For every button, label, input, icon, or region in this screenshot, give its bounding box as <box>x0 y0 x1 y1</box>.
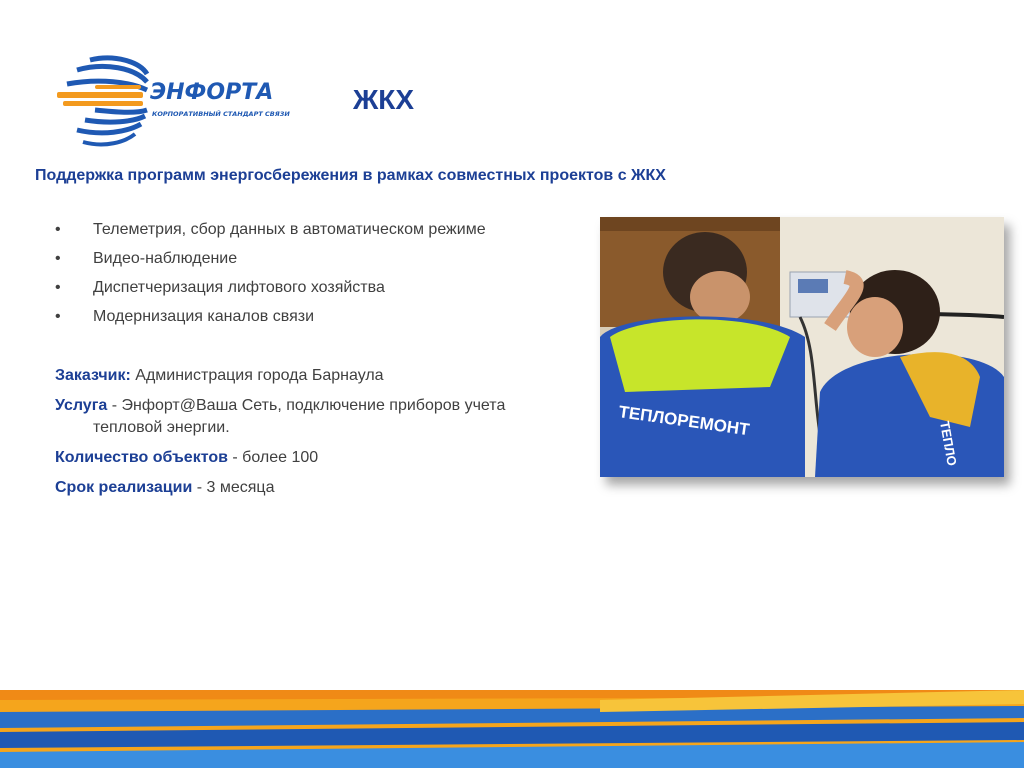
logo-tagline: КОРПОРАТИВНЫЙ СТАНДАРТ СВЯЗИ <box>152 110 290 118</box>
service-value: - Энфорт@Ваша Сеть, подключение приборов учета тепловой энергии. <box>93 397 506 436</box>
customer-label: Заказчик: <box>55 367 131 384</box>
term-label: Срок реализации <box>55 479 193 496</box>
service-label: Услуга <box>55 397 108 414</box>
bullet-text: Диспетчеризация лифтового хозяйства <box>93 279 385 296</box>
bullet-marker: • <box>55 279 61 296</box>
jacket-label-2: ТЕПЛО <box>937 419 960 468</box>
bullet-text: Видео-наблюдение <box>93 250 238 267</box>
customer-value: Администрация города Барнаула <box>130 367 384 384</box>
count-value: - более 100 <box>227 449 319 466</box>
bullet-text: Телеметрия, сбор данных в автоматическом режиме <box>93 221 486 238</box>
bullet-marker: • <box>55 250 61 267</box>
logo-wordmark: ЭНФОРТА <box>150 80 274 105</box>
slide-title: ЖКХ <box>353 84 415 115</box>
count-label: Количество объектов <box>55 449 228 466</box>
jacket-label: ТЕПЛОРЕМОНТ <box>617 402 751 440</box>
bullet-marker: • <box>55 221 61 238</box>
slide-subtitle: Поддержка программ энергосбережения в рамках совместных проектов с ЖКХ <box>35 167 666 184</box>
term-value: - 3 месяца <box>192 479 275 496</box>
bullet-text: Модернизация каналов связи <box>93 308 315 325</box>
bullet-marker: • <box>55 308 61 325</box>
